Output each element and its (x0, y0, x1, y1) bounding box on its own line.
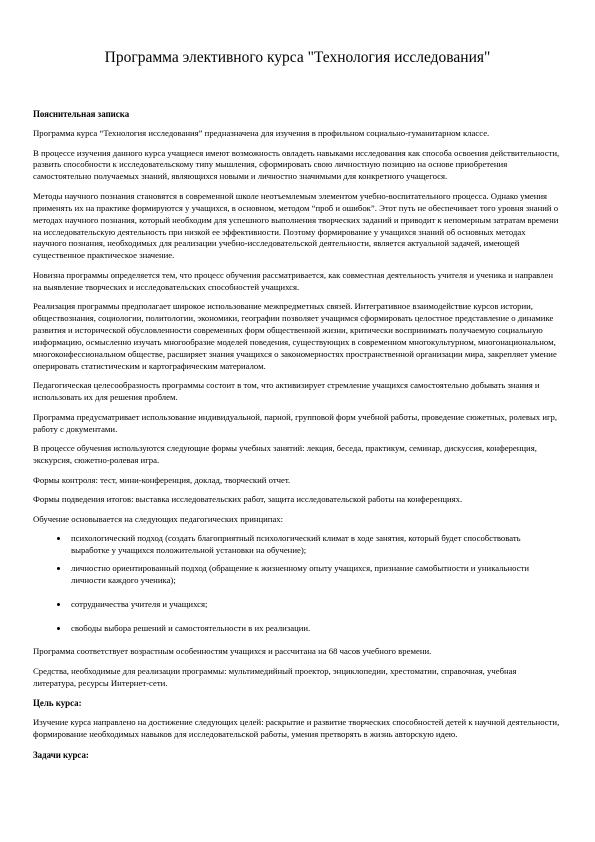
bullet-icon (57, 627, 60, 630)
paragraph: Обучение основывается на следующих педагогических принципах: (33, 513, 284, 524)
paragraph: Программа соответствует возрастным особенностям учащихся и рассчитана на 68 часов учебного времени. (33, 646, 432, 657)
list-item-text: личностно ориентированный подход (обращение к жизненному опыту учащихся, признание самобытности и уникальности личности каждого ученика); (71, 562, 530, 585)
paragraph: В процессе обучения используются следующие формы учебных занятий: лекция, беседа, практикум, семинар, дискуссия, конференция, экскурсия, сюжетно-ролевая игра. (33, 443, 537, 465)
list-item (33, 623, 561, 635)
document-body (33, 108, 561, 769)
paragraph: Программа курса “Технология исследования” предназначена для изучения в профильном социально-гуманитарном классе. (33, 128, 490, 138)
paragraph: В процессе изучения данного курса учащиеся имеют возможность овладеть навыками исследования как способа освоения действительности, развить способности к исследовательскому типу мышления, сформировать свою личностную позицию на основе приобретения самостоятельно получаемых знаний, являющихся новыми и личностно значимыми для конкретного учащегося. (33, 147, 560, 182)
principles-list (33, 533, 561, 634)
paragraph: Методы научного познания становятся в современной школе неотъемлемым элементом учебно-воспитательного процесса. Однако умения применять их на практике формируются у учащихся, в основном, методом “проб и ошибок”. Этот путь не обеспечивает того уровня знаний о методах научного познания, который необходим для успешного выполнения творческих заданий и приводит к непомерным затратам времени на исследовательскую деятельность при низкой ее эффективности. Поэтому формирование у учащихся знаний об основных методах научного познания, необходимых для реализации учебно-исследовательской деятельности, является актуальной задачей, имеющей существенное практическое значение. (33, 190, 559, 261)
paragraph: Изучение курса направлено на достижение следующих целей: раскрытие и развитие творческих способностей детей к научной деятельности, формирование необходимых навыков для исследовательской работы, умения претворять в жизнь авторскую идею. (33, 717, 560, 740)
bullet-icon (57, 537, 60, 540)
document-title: Программа элективного курса "Технология исследования" (104, 49, 491, 66)
bullet-icon (57, 603, 60, 606)
list-item (33, 599, 561, 611)
list-item-text: психологический подход (создать благоприятный психологический климат в ходе занятия, который будет способствовать выработке у учащихся положительной установки на обучение); (71, 533, 521, 555)
list-item (33, 533, 561, 557)
bullet-icon (57, 567, 60, 570)
paragraph: Программа предусматривает использование индивидуальной, парной, групповой форм учебной работы, проведение сюжетных, ролевых игр, работу с документами. (33, 411, 558, 434)
paragraph: Формы подведения итогов: выставка исследовательских работ, защита исследовательской работы на конференциях. (33, 494, 463, 504)
paragraph: Педагогическая целесообразность программы состоит в том, что активизирует стремление учащихся самостоятельно добывать знания и использовать их для решения проблем. (33, 380, 540, 403)
paragraph: Формы контроля: тест, мини-конференция, доклад, творческий отчет. (33, 474, 291, 485)
paragraph: Средства, необходимые для реализации программы: мультимедийный проектор, энциклопедии, хрестоматии, справочная, учебная литература, ресурсы Интернет-сети. (33, 665, 517, 688)
paragraph: Реализация программы предполагает широкое использование межпредметных связей. Интегративное взаимодействие курсов истории, обществознания, социологии, политологии, экономики, географии позволяет учащимся сформировать целостное представление о динамике развития и исторической обусловленности современных форм общественной жизни, критически воспринимать получаемую социальную информацию, осмысленно изучать многообразие моделей поведения, существующих в современном многокультурном, многонациональном, многоконфессиональном обществе, расширяет знания учащихся о закономерностях пространственной организации мира, закрепляет умение оперировать статистическим и картографическим материалом. (33, 301, 557, 371)
section-heading-goal: Цель курса: (33, 698, 82, 709)
paragraph: Новизна программы определяется тем, что процесс обучения рассматривается, как совместная деятельность учителя и ученика и направлен на выявление творческих и исследовательских способностей учащихся. (33, 269, 554, 292)
section-heading-tasks: Задачи курса: (33, 749, 89, 760)
section-heading-explanatory-note: Пояснительная записка (33, 109, 130, 119)
list-item-text: сотрудничества учителя и учащихся; (71, 598, 208, 609)
list-item-text: свободы выбора решений и самостоятельности в их реализации. (71, 622, 311, 633)
list-item (33, 563, 561, 587)
